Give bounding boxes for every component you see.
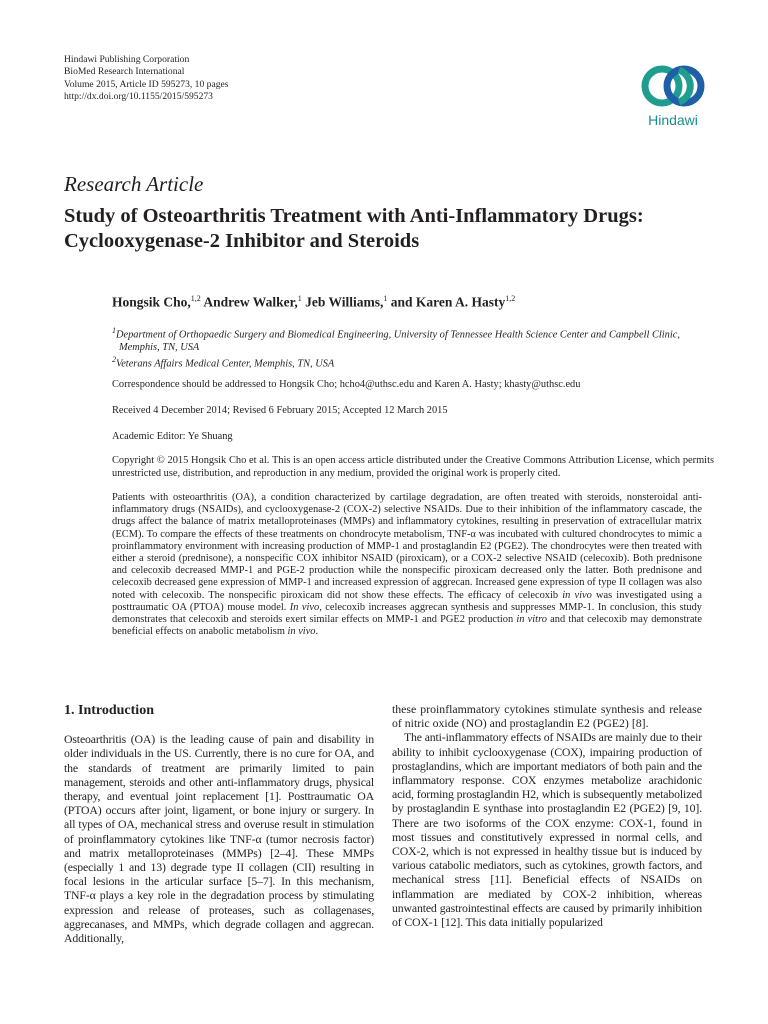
logo-wordmark: Hindawi: [648, 112, 698, 128]
author-name: and Karen A. Hasty: [390, 294, 506, 310]
journal-name: BioMed Research International: [64, 66, 185, 78]
author-name: Jeb Williams,: [305, 294, 384, 310]
publisher-name: Hindawi Publishing Corporation: [64, 54, 190, 65]
journal-header: [64, 54, 229, 103]
volume-info: Volume 2015, Article ID 595273, 10 pages: [64, 78, 229, 90]
affiliations: [112, 325, 712, 371]
author-name: Andrew Walker,: [203, 294, 298, 310]
author-list: [112, 294, 515, 311]
author-affiliation-mark: 1: [297, 294, 302, 303]
academic-editor: Academic Editor: Ye Shuang: [112, 431, 233, 442]
author-affiliation-mark: 1,2: [190, 294, 201, 303]
body-column-right: [392, 702, 702, 929]
copyright-notice: Copyright © 2015 Hongsik Cho et al. This is an open access article distributed under the Creative Commons Attribution License, which permits unrestricted use, distribution, and reproduction in any medium, provided the original work is properly cited.: [112, 455, 714, 479]
author-affiliation-mark: 1: [383, 294, 388, 303]
doi-link[interactable]: http://dx.doi.org/10.1155/2015/595273: [64, 90, 213, 102]
hindawi-logo: [637, 62, 709, 134]
affiliation-item-continued: Memphis, TN, USA: [119, 341, 200, 353]
affiliation-item: $^2$Veterans Affairs Medical Center, Memphis, TN, USA: [112, 355, 335, 370]
publication-dates: Received 4 December 2014; Revised 6 February 2015; Accepted 12 March 2015: [112, 405, 448, 416]
body-paragraph: Osteoarthritis (OA) is the leading cause of pain and disability in older individuals in the US. Currently, there is no cure for OA, and the standards of treatment are primarily limited to pain management, steroids and other anti-inflammatory drugs, physical therapy, and eventual joint replacement [1]. Posttraumatic OA (PTOA) occurs after joint, ligament, or bone injury or surgery. In all types of OA, mechanical stress and overuse result in stimulation of proinflammatory cytokines like TNF-α (tumor necrosis factor) and matrix metalloproteinases (MMPs) [2–4]. These MMPs (especially 1 and 13) degrade type II collagen (CII) resulting in focal lesions in the articular surface [5–7]. In this mechanism, TNF-α plays a key role in the degradation process by stimulating expression and release of proteases, such as collagenases, aggrecanases, and MMPs, which degrade collagen and aggrecan. Additionally,: [64, 732, 374, 946]
hindawi-rings-icon: [640, 62, 706, 110]
correspondence: Correspondence should be addressed to Hongsik Cho; hcho4@uthsc.edu and Karen A. Hasty; khasty@uthsc.edu: [112, 379, 581, 390]
author-affiliation-mark: 1,2: [505, 294, 516, 303]
body-column-left: [64, 702, 374, 945]
body-paragraph: these proinflammatory cytokines stimulate synthesis and release of nitric oxide (NO) and prostaglandin E2 (PGE2) [8].: [392, 702, 702, 731]
article-type: Research Article: [64, 172, 204, 196]
article-title: Study of Osteoarthritis Treatment with Anti-Inflammatory Drugs: Cyclooxygenase-2 Inhibitor and Steroids: [64, 205, 644, 252]
body-paragraph: The anti-inflammatory effects of NSAIDs are mainly due to their ability to inhibit cyclooxygenase (COX), impairing production of prostaglandins, which are important mediators of both pain and the inflammatory response. COX enzymes metabolize arachidonic acid, forming prostaglandin H2, which is subsequently metabolized by prostaglandin E synthase into prostaglandin E2 (PGE2) [9, 10]. There are two isoforms of the COX enzyme: COX-1, found in most tissues and constitutively expressed in normal cells, and COX-2, which is not expressed in healthy tissue but is induced by various catabolic mediators, such as cytokines, growth factors, and mechanical stress [11]. Beneficial effects of NSAIDs on inflammation are mediated by COX-2 inhibition, whereas unwanted gastrointestinal effects are caused by primarily inhibition of COX-1 [12]. This data initially popularized: [392, 730, 702, 930]
section-heading: 1. Introduction: [64, 703, 154, 718]
abstract: Patients with osteoarthritis (OA), a condition characterized by cartilage degradation, are often treated with steroids, nonsteroidal anti-inflammatory drugs (NSAIDs), and cyclooxygenase-2 (COX-2) selective NSAIDs. Due to their inhibition of the inflammatory cascade, the drugs affect the balance of matrix metalloproteinases (MMPs) and inflammatory cytokines, resulting in preservation of extracellular matrix (ECM). To compare the effects of these treatments on chondrocyte metabolism, TNF-α was incubated with cultured chondrocytes to mimic a proinflammatory environment with increasing production of MMP-1 and prostaglandin E2 (PGE2). The chondrocytes were then treated with either a steroid (prednisone), a nonspecific COX inhibitor NSAID (piroxicam), or a COX-2 selective NSAID (celecoxib). Both prednisone and celecoxib decreased MMP-1 and PGE-2 production while the nonspecific piroxicam decreased only the latter. Both prednisone and celecoxib decreased gene expression of MMP-1 and increased expression of aggrecan. Increased gene expression of type II collagen was also noted with celecoxib. The nonspecific piroxicam did not show these effects. The efficacy of celecoxib in vivo was investigated using a posttraumatic OA (PTOA) mouse model. In vivo, celecoxib increases aggrecan synthesis and suppresses MMP-1. In conclusion, this study demonstrates that celecoxib and steroids exert similar effects on MMP-1 and PGE2 production in vitro and that celecoxib may demonstrate beneficial effects on anabolic metabolism in vivo.: [112, 492, 702, 638]
author-name: Hongsik Cho,: [112, 294, 191, 310]
affiliation-item: $^1$Department of Orthopaedic Surgery and Biomedical Engineering, University of Tennessee Health Science Center and Campbell Clinic,: [112, 326, 680, 341]
